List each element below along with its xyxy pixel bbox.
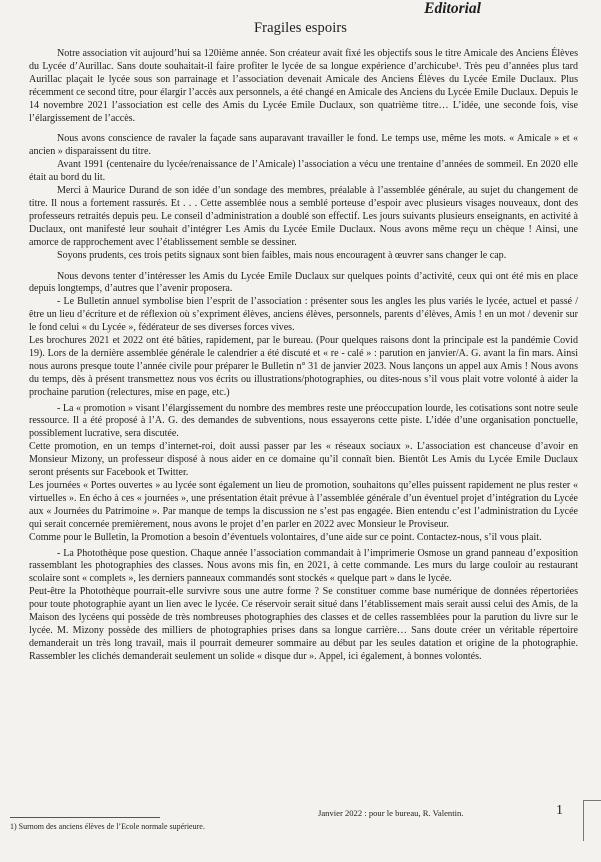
paragraph: Avant 1991 (centenaire du lycée/renaissance de l’Amicale) l’association a vécu une trentaine d’années de sommeil. En 2020 elle était au bord du lit. xyxy=(29,159,578,184)
footnote: 1) Surnom des anciens élèves de l’Ecole normale supérieure. xyxy=(10,822,205,831)
signature: Janvier 2022 : pour le bureau, R. Valentin. xyxy=(318,808,464,818)
paragraph: Soyons prudents, ces trois petits signaux sont bien faibles, mais nous encouragent à œuvrer sans changer le cap. xyxy=(57,249,507,261)
paragraph: Les brochures 2021 et 2022 ont été bâties, rapidement, par le bureau. (Pour quelques raisons dont la principale est la pandémie Covid 19). Lors de la dernière assemblée générale le calendrier a été discuté et « re - calé » : parution en janvier/A. G. avant la fin mars. Ainsi nous aurons presque toute l’année civile pour préparer le Bulletin n° 31 de janvier 2023. Nous lançons un appel aux Amis ! Nous avons du temps, dès à présent transmettez nous vos écrits ou illustrations/photographies, ou dites-nous s’il vous plait votre volonté à aider la prochaine parution (relectures, mise en page, etc.) xyxy=(29,335,578,398)
paragraph: Cette promotion, en un temps d’internet-roi, doit aussi passer par les « réseaux sociaux ». L’association est chanceuse d’avoir en Monsieur Mizony, un professeur disposé à nous aider en ce domaine qu’il connaît bien. Bientôt Les Amis du Lycée Emile Duclaux seront présents sur Facebook et Twitter. xyxy=(29,441,578,479)
paragraph: Peut-être la Photothèque pourrait-elle survivre sous une autre forme ? Se constituer comme base numérique de données répertoriées pour toute photographie ayant un lien avec le lycée. Ce réservoir serait situé dans l’établissement mais serait aussi celui des Amis, de la Maison des lycéens qui possède de très nombreuses photographies des classes et de celles rassemblées pour la parution du livre sur le lycée. M. Mizony possède des milliers de photographies prises dans sa longue carrière… Sans doute créer un véritable répertoire demanderait un très long travail, mais il pourrait demeurer sommaire au début par les seules datation et origine de la photographie. Rassembler les clichés demanderait seulement un solide « disque dur ». Appel, ici également, à bonnes volontés. xyxy=(29,586,578,662)
page-number: 1 xyxy=(556,803,563,818)
article-body xyxy=(29,48,578,664)
paragraph: Comme pour le Bulletin, la Promotion a besoin d’éventuels volontaires, d’une aide sur ce point. Contactez-nous, s’il vous plait. xyxy=(29,531,542,543)
page-title: Fragiles espoirs xyxy=(253,20,348,36)
paragraph: Les journées « Portes ouvertes » au lycée sont également un lieu de promotion, souhaitons qu’elles puissent rapidement ne plus rester « virtuelles ». En écho à ces « journées », une présentation était prévue à l’assemblée générale d’un éventuel projet d’intégration du Lycée aux « Journées du Patrimoine ». Par manque de temps la discussion ne s’est pas engagée. Bien entendu c’est l’administration du Lycée qui serait concernée premièrement, nous avons le projet d’en parler en 2022 avec Monsieur le Proviseur. xyxy=(29,480,578,530)
paragraph: Nous avons conscience de ravaler la façade sans auparavant travailler le fond. Le temps use, même les mots. « Amicale » et « ancien » disparaissent du titre. xyxy=(29,133,578,158)
corner-frame xyxy=(583,800,601,841)
paragraph: - La Photothèque pose question. Chaque année l’association commandait à l’imprimerie Osmose un grand panneau d’exposition rassemblant les photographies des classes. Nous avons mis fin, en 2021, à cette commande. Les murs du large couloir au restaurant scolaire sont « complets », les derniers panneaux commandés sont stockés « quelque part » dans le lycée. xyxy=(29,547,578,585)
paragraph: - La « promotion » visant l’élargissement du nombre des membres reste une préoccupation lourde, les cotisations sont notre seule ressource. Il a été proposé à l’A. G. des demandes de subventions, nous essayerons cette piste. L’idée d’une organisation ponctuelle, possiblement lucrative, sera discutée. xyxy=(29,402,578,440)
paragraph: Nous devons tenter d’intéresser les Amis du Lycée Emile Duclaux sur quelques points d’activité, ceux qui ont été mis en place depuis longtemps, d’autres que l’avenir proposera. xyxy=(29,270,578,295)
paragraph: Notre association vit aujourd’hui sa 120ième année. Son créateur avait fixé les objectifs sous le titre Amicale des Anciens Élèves du Lycée d’Aurillac. Sans doute souhaitait-il faire profiter le lycée de sa longue expérience d’archicube¹. Très peu d’années plus tard Aurillac plaçait le lycée sous son parrainage et l’association devenait Amicale des Anciens Élèves du Lycée Emile Duclaux. Plus récemment ce second titre, pour élargir l’accès aux personnels, a été changé en Amicale des Anciens du Lycée Emile Duclaux. Depuis le 14 novembre 2021 l’association est celle des Amis du Lycée Emile Duclaux, son quatrième titre… L’idée, une seconde fois, vise l’élargissement de l’accès. xyxy=(29,48,578,124)
header xyxy=(0,0,601,48)
paragraph: Merci à Maurice Durand de son idée d’un sondage des membres, préalable à l’assemblée générale, au sujet du changement de titre. Il nous a fortement rassurés. Et . . . Cette assemblée nous a semblé porteuse d’espoir avec plusieurs visages nouveaux, dont des professeurs retraités depuis peu. Le conseil d’administration a doublé son effectif. Les jours suivants plusieurs enseignants, en activité à Duclaux, ont manifesté leur souhait d’intégrer Les Amis du Lycée Emile Duclaux. Nous avons même reçu un chèque ! Ainsi, une amorce de rapprochement avec l’établissement semble se dessiner. xyxy=(29,185,578,248)
paragraph: - Le Bulletin annuel symbolise bien l’esprit de l’association : présenter sous les angles les plus variés le lycée, actuel et passé / être un lieu d’écriture et de réflexion où s’expriment élèves, anciens élèves, personnels, parents d’élèves, Amis ! en un mot / devenir sur le fond celui « du Lycée », fédérateur de ses diverses forces vives. xyxy=(29,296,578,334)
footnote-rule xyxy=(10,817,160,818)
section-label: Editorial xyxy=(424,0,481,17)
